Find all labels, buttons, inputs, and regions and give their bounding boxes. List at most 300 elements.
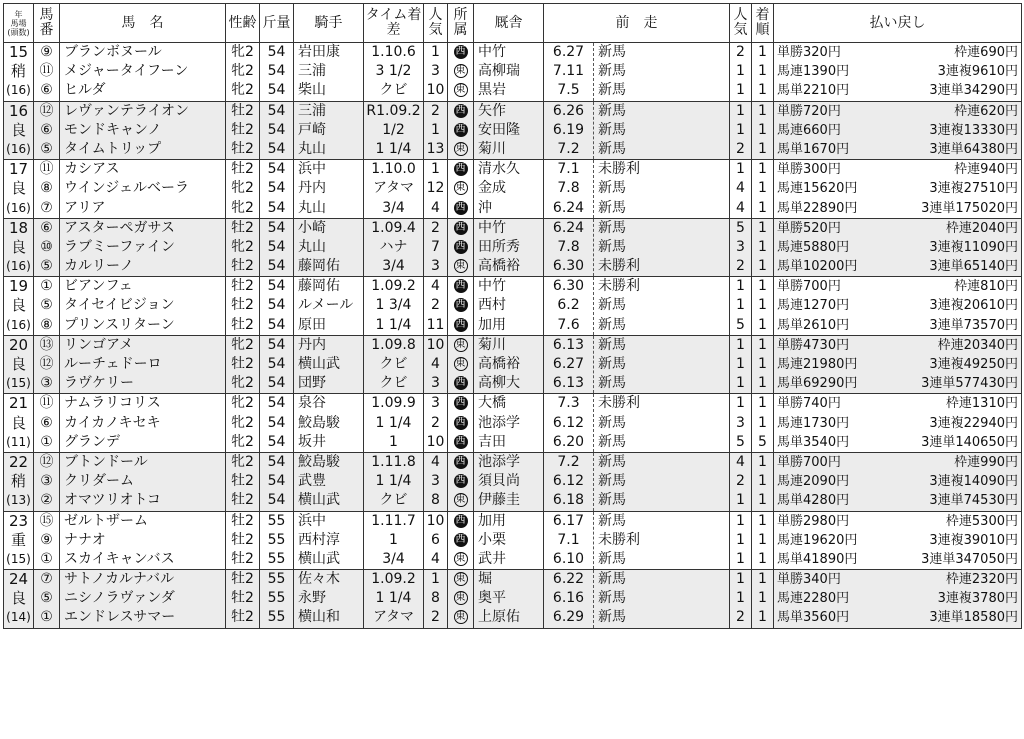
payout-right: 枠連20340円 <box>937 337 1018 353</box>
header-stable: 厩舎 <box>474 4 544 43</box>
stable: 上原佑 <box>478 609 520 626</box>
payout-left: 馬単22890円 <box>777 200 858 216</box>
west-badge-icon: 西 <box>455 221 466 233</box>
prev-race: 新馬 <box>598 199 626 216</box>
affiliation <box>448 81 473 100</box>
prev-race: 新馬 <box>598 63 626 80</box>
race-row <box>4 43 1022 102</box>
sex-age: 牡2 <box>231 297 254 314</box>
race-number: 22 <box>8 452 29 471</box>
weight: 54 <box>267 453 286 470</box>
race-number: 24 <box>8 570 29 589</box>
time-margin-cell <box>364 394 424 453</box>
track-condition: 良 <box>10 179 26 198</box>
popularity: 4 <box>431 453 440 470</box>
prev-rank: 1 <box>758 356 767 372</box>
horse-name-cell <box>60 335 226 394</box>
prev-popularity: 2 <box>736 258 745 275</box>
prev-popularity: 2 <box>736 140 745 157</box>
race-number: 17 <box>8 160 29 179</box>
payout-right: 枠連5300円 <box>945 513 1018 529</box>
affiliation <box>448 512 473 531</box>
race-info-cell <box>4 101 34 160</box>
horse-name: カシアス <box>64 161 120 178</box>
payout-line <box>774 81 1021 100</box>
weight: 54 <box>267 297 286 314</box>
weight: 55 <box>267 531 286 548</box>
prev-race: 新馬 <box>598 316 626 333</box>
prev-popularity: 1 <box>736 82 745 99</box>
popularity: 1 <box>431 571 440 588</box>
time-margin: 1 1/4 <box>375 140 412 157</box>
popularity-cell <box>424 452 448 511</box>
time-margin-cell <box>364 452 424 511</box>
prev-rank-cell <box>752 43 774 102</box>
stable-cell <box>474 570 544 629</box>
payout-right: 枠連1310円 <box>945 396 1018 412</box>
header-race <box>4 4 34 43</box>
sex-age-cell <box>226 335 260 394</box>
prev-race: 新馬 <box>598 492 626 509</box>
prev-date: 6.13 <box>552 375 585 392</box>
west-badge-icon: 西 <box>455 318 466 330</box>
umaban: ⑪ <box>39 63 54 80</box>
payout-left: 単勝520円 <box>777 220 841 236</box>
sex-age: 牡2 <box>231 102 254 119</box>
time-margin: アタマ <box>372 180 415 197</box>
payout-right: 3連単73570円 <box>929 317 1018 333</box>
prev-popularity-cell <box>730 452 752 511</box>
payout-right: 3連複14090円 <box>929 474 1018 490</box>
prev-popularity: 5 <box>736 219 745 236</box>
race-number: 19 <box>8 277 29 296</box>
time-margin: 1.11.7 <box>371 512 416 529</box>
umaban: ⑮ <box>39 512 54 529</box>
prev-race: 未勝利 <box>598 531 640 548</box>
stable: 高柳大 <box>478 375 520 392</box>
sex-age: 牡2 <box>231 356 254 372</box>
jockey: 横山武 <box>298 356 340 372</box>
race-info-cell <box>4 43 34 102</box>
horse-name-cell <box>60 452 226 511</box>
horse-name: エンドレスサマー <box>64 609 176 626</box>
sex-age-cell <box>226 452 260 511</box>
weight-cell <box>260 452 294 511</box>
time-margin-cell <box>364 570 424 629</box>
payout-line <box>774 414 1021 433</box>
popularity: 1 <box>431 121 440 138</box>
affiliation-cell <box>448 335 474 394</box>
stable-cell <box>474 335 544 394</box>
prev-rank-cell <box>752 335 774 394</box>
payout-line <box>774 296 1021 315</box>
prev-date-cell <box>544 570 594 629</box>
horse-name-cell <box>60 101 226 160</box>
horse-name-cell <box>60 43 226 102</box>
time-margin: クビ <box>379 82 408 99</box>
prev-date: 6.26 <box>552 102 585 119</box>
prev-date: 7.1 <box>557 161 580 178</box>
payout-line <box>774 121 1021 140</box>
time-margin-cell <box>364 277 424 336</box>
prev-popularity: 3 <box>736 414 745 431</box>
horse-name: カルリーノ <box>64 258 134 275</box>
payout-right: 3連単347050円 <box>921 551 1018 567</box>
weight: 54 <box>267 395 286 412</box>
race-number: 15 <box>8 43 29 61</box>
stable: 清水久 <box>478 161 520 178</box>
east-badge-icon: 東 <box>455 592 466 604</box>
time-margin-cell <box>364 335 424 394</box>
header-weight: 斤量 <box>260 4 294 43</box>
prev-rank: 1 <box>758 121 767 138</box>
sex-age: 牡2 <box>231 219 254 236</box>
weight: 54 <box>267 492 286 509</box>
horse-name: スカイキャンバス <box>64 550 175 567</box>
weight-cell <box>260 570 294 629</box>
affiliation <box>448 140 473 159</box>
race-number: 21 <box>8 394 29 413</box>
affiliation <box>448 374 473 393</box>
stable: 池添学 <box>478 453 520 470</box>
prev-race: 新馬 <box>598 82 626 99</box>
horse-name: ブトンドール <box>64 453 148 470</box>
prev-race-cell <box>594 570 730 629</box>
prev-race-cell <box>594 160 730 219</box>
west-badge-icon: 西 <box>455 435 466 447</box>
umaban: ⑬ <box>39 336 54 353</box>
payout-left: 単勝320円 <box>777 45 841 60</box>
jockey-cell <box>294 160 364 219</box>
prev-popularity-cell <box>730 570 752 629</box>
payout-right: 3連複39010円 <box>929 532 1018 548</box>
payout-left: 馬単3560円 <box>777 610 850 626</box>
payout-line <box>774 199 1021 218</box>
popularity-cell <box>424 218 448 277</box>
payout-line <box>774 277 1021 296</box>
sex-age: 牡2 <box>231 531 254 548</box>
field-size: (13) <box>6 493 31 508</box>
affiliation <box>448 316 473 335</box>
prev-popularity-cell <box>730 43 752 102</box>
sex-age: 牝2 <box>231 336 254 353</box>
time-margin: 1.11.8 <box>371 453 416 470</box>
sex-age: 牡2 <box>231 278 254 295</box>
weight: 54 <box>267 356 286 372</box>
prev-date: 6.12 <box>552 414 585 431</box>
prev-popularity: 1 <box>736 121 745 138</box>
stable: 大橋 <box>478 395 506 412</box>
payout-line <box>774 512 1021 531</box>
payout-line <box>774 531 1021 550</box>
umaban: ⑨ <box>40 531 53 548</box>
race-row <box>4 452 1022 511</box>
horse-name: ラブミーファイン <box>64 238 176 255</box>
west-badge-icon: 西 <box>455 123 466 135</box>
horse-name: ルーチェドーロ <box>64 356 162 372</box>
payout-left: 単勝700円 <box>777 454 841 470</box>
prev-rank-cell <box>752 394 774 453</box>
weight: 54 <box>267 375 286 392</box>
umaban: ③ <box>40 375 53 392</box>
horse-name-cell <box>60 218 226 277</box>
west-badge-icon: 西 <box>455 377 466 389</box>
umaban: ⑩ <box>40 238 53 255</box>
payout-line <box>774 102 1021 121</box>
payout-right: 枠連2040円 <box>945 220 1018 236</box>
prev-date: 6.10 <box>552 550 585 567</box>
affiliation <box>448 199 473 218</box>
weight: 54 <box>267 161 286 178</box>
prev-date: 7.2 <box>557 140 580 157</box>
race-info-cell <box>4 335 34 394</box>
prev-race: 新馬 <box>598 121 626 138</box>
prev-date: 6.12 <box>552 473 585 490</box>
prev-rank-cell <box>752 452 774 511</box>
affiliation <box>448 179 473 198</box>
payout-left: 馬単1670円 <box>777 141 850 157</box>
horse-name: タイセイビジョン <box>64 297 175 314</box>
payout-right: 3連複13330円 <box>929 122 1018 138</box>
prev-date: 6.20 <box>552 433 585 450</box>
time-margin: クビ <box>379 375 408 392</box>
east-badge-icon: 東 <box>455 65 466 77</box>
affiliation <box>448 550 473 569</box>
race-row <box>4 511 1022 570</box>
prev-date-cell <box>544 511 594 570</box>
table-header-row <box>4 4 1022 43</box>
time-margin: アタマ <box>372 609 415 626</box>
payout-right: 3連複49250円 <box>929 357 1018 372</box>
popularity: 8 <box>431 590 440 607</box>
header-prev-popularity: 人気 <box>730 4 752 43</box>
prev-popularity: 4 <box>736 180 745 197</box>
umaban: ② <box>40 492 53 509</box>
prev-rank: 1 <box>758 102 767 119</box>
affiliation <box>448 355 473 374</box>
west-badge-icon: 西 <box>455 416 466 428</box>
affiliation <box>448 453 473 472</box>
prev-date: 7.3 <box>557 395 580 412</box>
prev-rank: 1 <box>758 63 767 80</box>
west-badge-icon: 西 <box>455 240 466 252</box>
jockey-cell <box>294 452 364 511</box>
field-size: (16) <box>6 259 31 274</box>
prev-popularity: 1 <box>736 550 745 567</box>
stable: 堀 <box>478 571 492 588</box>
popularity: 2 <box>431 414 440 431</box>
sex-age-cell <box>226 218 260 277</box>
umaban: ① <box>40 550 53 567</box>
popularity: 1 <box>431 161 440 178</box>
prev-popularity: 4 <box>736 199 745 216</box>
prev-popularity-cell <box>730 511 752 570</box>
prev-popularity: 4 <box>736 453 745 470</box>
popularity: 3 <box>431 375 440 392</box>
popularity: 2 <box>431 297 440 314</box>
weight: 54 <box>267 414 286 431</box>
sex-age: 牝2 <box>231 44 254 60</box>
prev-date: 7.2 <box>557 453 580 470</box>
jockey: 原田 <box>298 316 326 333</box>
horse-name: レヴァンテライオン <box>64 102 190 119</box>
prev-popularity: 1 <box>736 512 745 529</box>
payout-line <box>774 62 1021 81</box>
payout-right: 3連単577430円 <box>921 376 1018 392</box>
time-margin: 1 3/4 <box>375 297 412 314</box>
payout-line <box>774 550 1021 569</box>
horse-name: ラヴケリー <box>64 375 134 392</box>
prev-race: 新馬 <box>598 550 626 567</box>
prev-popularity: 1 <box>736 161 745 178</box>
stable: 菊川 <box>478 336 506 353</box>
payout-right: 3連単65140円 <box>929 259 1018 275</box>
time-margin: 1 <box>389 433 398 450</box>
jockey: 丸山 <box>298 238 326 255</box>
jockey: 丸山 <box>298 199 326 216</box>
payout-right: 3連単140650円 <box>921 434 1018 450</box>
prev-date-cell <box>544 43 594 102</box>
prev-race: 新馬 <box>598 297 626 314</box>
popularity: 4 <box>431 356 440 372</box>
stable-cell <box>474 452 544 511</box>
popularity-cell <box>424 43 448 102</box>
time-margin: 1 1/4 <box>375 316 412 333</box>
umaban: ⑪ <box>39 161 54 178</box>
weight: 54 <box>267 433 286 450</box>
prev-race: 新馬 <box>598 102 626 119</box>
sex-age: 牝2 <box>231 199 254 216</box>
payout-right: 3連複3780円 <box>937 591 1018 607</box>
affiliation <box>448 336 473 355</box>
weight: 54 <box>267 102 286 119</box>
prev-popularity: 5 <box>736 433 745 450</box>
jockey: 団野 <box>298 375 326 392</box>
stable: 伊藤圭 <box>478 492 520 509</box>
track-condition: 稍 <box>10 62 26 81</box>
race-row <box>4 101 1022 160</box>
horse-name-cell <box>60 394 226 453</box>
prev-date: 7.5 <box>557 82 580 99</box>
payout-line <box>774 491 1021 510</box>
prev-race-cell <box>594 511 730 570</box>
field-size: (14) <box>6 610 31 625</box>
weight: 54 <box>267 140 286 157</box>
jockey-cell <box>294 43 364 102</box>
prev-popularity: 5 <box>736 316 745 333</box>
header-prev-rank: 着順 <box>752 4 774 43</box>
prev-popularity: 1 <box>736 63 745 80</box>
prev-popularity: 1 <box>736 102 745 119</box>
horse-name: ウインジェルベーラ <box>64 180 189 197</box>
weight: 54 <box>267 219 286 236</box>
umaban: ⑥ <box>40 219 53 236</box>
east-badge-icon: 東 <box>455 358 466 369</box>
affiliation <box>448 472 473 491</box>
prev-race: 未勝利 <box>598 278 640 295</box>
stable: 吉田 <box>478 433 506 450</box>
jockey: 横山武 <box>298 492 340 509</box>
prev-race: 新馬 <box>598 238 626 255</box>
prev-rank: 1 <box>758 219 767 236</box>
west-badge-icon: 西 <box>455 299 466 311</box>
popularity: 11 <box>426 316 445 333</box>
umaban: ③ <box>40 473 53 490</box>
weight: 54 <box>267 258 286 275</box>
time-margin: 1 1/4 <box>375 473 412 490</box>
prev-date-cell <box>544 335 594 394</box>
jockey: 三浦 <box>298 63 326 80</box>
sex-age: 牡2 <box>231 512 254 529</box>
sex-age: 牝2 <box>231 82 254 99</box>
weight: 54 <box>267 82 286 99</box>
sex-age-cell <box>226 570 260 629</box>
payout-cell <box>774 394 1022 453</box>
payout-left: 馬連1270円 <box>777 298 850 314</box>
payout-left: 馬単2610円 <box>777 317 850 333</box>
field-size: (16) <box>6 317 31 332</box>
payout-right: 3連単34290円 <box>929 83 1018 99</box>
prev-date: 6.27 <box>552 356 585 372</box>
affiliation-cell <box>448 570 474 629</box>
affiliation <box>448 160 473 179</box>
east-badge-icon: 東 <box>455 142 466 154</box>
jockey: 浜中 <box>298 161 326 178</box>
track-condition: 良 <box>10 120 26 139</box>
stable: 田所秀 <box>478 238 520 255</box>
prev-rank: 1 <box>758 590 767 607</box>
affiliation <box>448 414 473 433</box>
prev-rank: 1 <box>758 161 767 178</box>
field-size: (16) <box>6 200 31 215</box>
sex-age-cell <box>226 394 260 453</box>
stable: 黒岩 <box>478 82 506 99</box>
stable-cell <box>474 277 544 336</box>
payout-line <box>774 355 1021 374</box>
time-margin-cell <box>364 218 424 277</box>
payout-right: 枠連2320円 <box>945 572 1018 588</box>
sex-age: 牝2 <box>231 180 254 197</box>
prev-date: 6.27 <box>552 44 585 60</box>
popularity: 10 <box>426 512 445 529</box>
weight-cell <box>260 218 294 277</box>
popularity: 6 <box>431 531 440 548</box>
payout-cell <box>774 570 1022 629</box>
payout-right: 枠連690円 <box>954 45 1018 60</box>
east-badge-icon: 東 <box>455 611 466 623</box>
horse-name: ナナオ <box>64 531 106 548</box>
weight-cell <box>260 160 294 219</box>
east-badge-icon: 東 <box>455 182 466 194</box>
west-badge-icon: 西 <box>455 397 466 409</box>
sex-age-cell <box>226 277 260 336</box>
payout-line <box>774 43 1021 62</box>
popularity: 13 <box>426 140 445 157</box>
prev-popularity: 1 <box>736 531 745 548</box>
time-margin: R1.09.2 <box>366 102 421 119</box>
payout-line <box>774 179 1021 198</box>
payout-cell <box>774 335 1022 394</box>
field-size: (16) <box>6 83 31 98</box>
jockey: 柴山 <box>298 82 326 99</box>
payout-cell <box>774 101 1022 160</box>
sex-age: 牝2 <box>231 238 254 255</box>
stable: 小栗 <box>478 531 506 548</box>
header-previous-race: 前 走 <box>544 4 730 43</box>
popularity: 10 <box>426 336 445 353</box>
weight: 55 <box>267 590 286 607</box>
umaban: ⑥ <box>40 82 53 99</box>
